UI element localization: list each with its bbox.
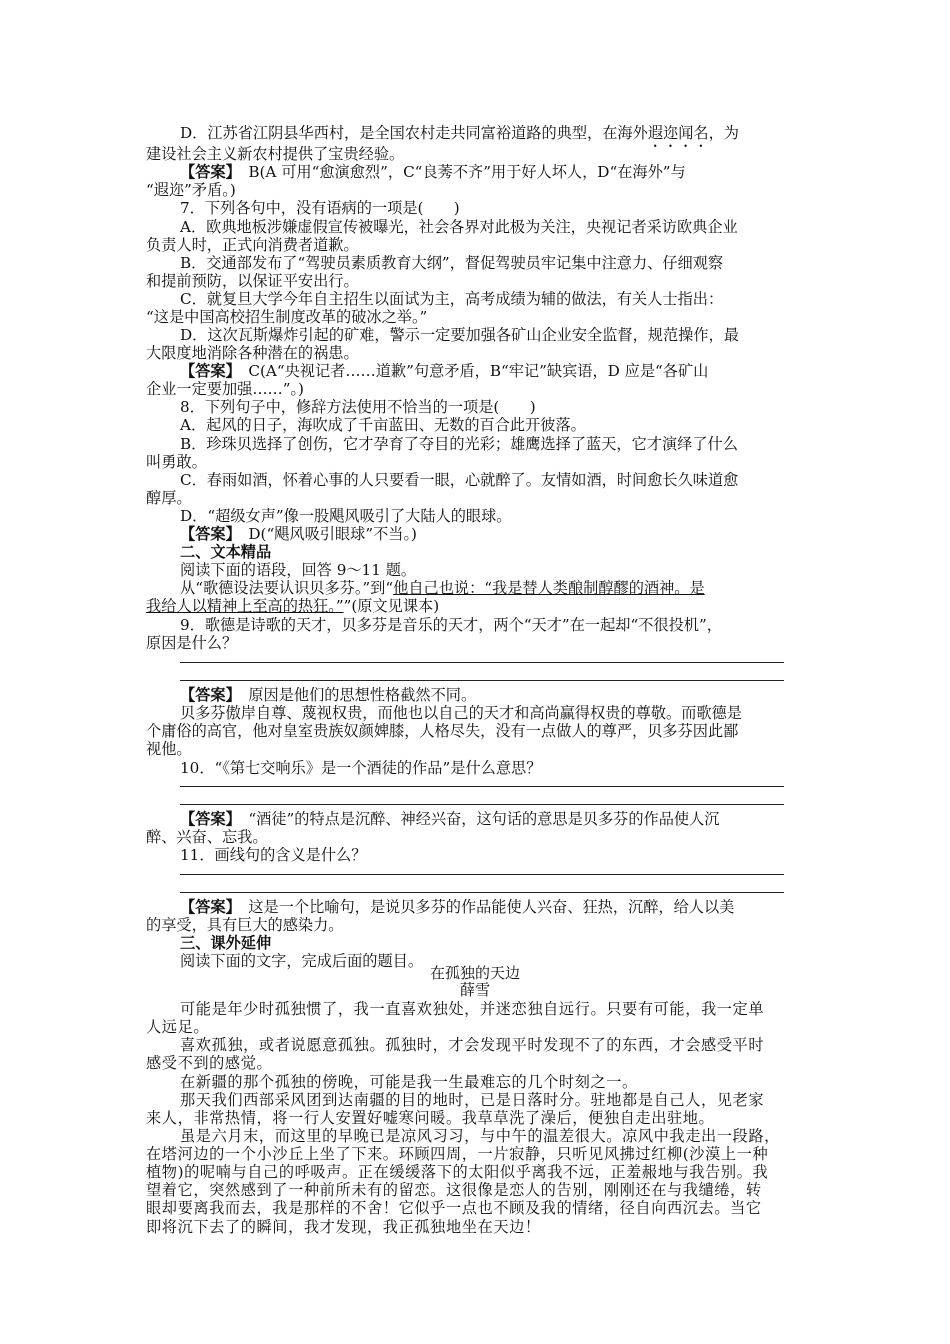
essay-paragraph-2: 喜欢孤独，或者说愿意孤独。孤独时，才会发现平时发现不了的东西，才会感受平时: [180, 1036, 765, 1054]
q11-stem: 11．画线句的含义是什么？: [180, 846, 367, 864]
section-2-intro: 阅读下面的语段，回答 9～11 题。: [180, 561, 417, 579]
answer-blank-line: [180, 662, 784, 663]
answer-8: 【答案】 D(“飓风吸引眼球”不当。): [180, 525, 417, 543]
answer-blank-line: [180, 892, 784, 893]
essay-paragraph-5-line5: 眼却要离我而去，我是那样的不舍！它似乎一点也不顾及我的情绪，径自向西沉去。当它: [146, 1199, 762, 1217]
answer-tag: 【答案】: [180, 898, 234, 916]
q8-option-d: D．“超级女声”像一股飓风吸引了大陆人的眼球。: [180, 507, 512, 525]
essay-paragraph-5-line4: 望着它，突然感到了一种前所未有的留恋。这很像是恋人的告别，刚刚还在与我缱绻，转: [146, 1181, 762, 1199]
answer-6: 【答案】 B(A 可用“愈演愈烈”，C“良莠不齐”用于好人坏人，D“在海外”与: [180, 163, 686, 181]
answer-11: 【答案】 这是一个比喻句，是说贝多芬的作品能使人兴奋、狂热，沉醉，给人以美: [180, 898, 735, 916]
answer-9-line3: 个庸俗的高官，他对皇室贵族奴颜婢膝，人格尽失，没有一点做人的尊严，贝多芬因此鄙: [146, 722, 739, 740]
q7-stem: 7．下列各句中，没有语病的一项是( ): [180, 199, 460, 217]
essay-paragraph-5: 虽是六月末，而这里的早晚已是凉风习习，与中午的温差很大。凉风中我走出一段路，: [180, 1127, 780, 1145]
answer-tag: 【答案】: [180, 362, 234, 380]
q7-option-d: D．这次瓦斯爆炸引起的矿难，警示一定要加强各矿山企业安全监督，规范操作，最: [180, 326, 739, 344]
section-3-intro: 阅读下面的文字，完成后面的题目。: [180, 952, 423, 970]
essay-author: 薛雪: [459, 981, 491, 999]
answer-blank-line: [180, 804, 784, 805]
answer-7-line2: 企业一定要加强……”。): [146, 380, 304, 398]
q7-option-a-line2: 负责人时，正式向消费者道歉。: [146, 236, 359, 254]
answer-10: 【答案】 “酒徒”的特点是沉醉、神经兴奋，这句话的意思是贝多芬的作品使人沉: [180, 810, 720, 828]
essay-paragraph-4: 那天我们西部采风团到达南疆的目的地时，已是日落时分。驻地都是自己人，见老家: [180, 1091, 765, 1109]
essay-paragraph-2-line2: 感受不到的感觉。: [146, 1054, 273, 1072]
answer-tag: 【答案】: [180, 686, 234, 704]
section-2-heading: 二、文本精品: [180, 543, 272, 561]
reference-line1: 从“歌德设法要认识贝多芬。”到“他自己也说：“我是替人类酿制醇醪的酒神。是: [180, 579, 705, 597]
answer-9-line4: 视他。: [146, 740, 192, 758]
q7-option-a: A．欧典地板涉嫌虚假宣传被曝光，社会各界对此极为关注，央视记者采访欧典企业: [180, 218, 738, 236]
q7-option-c: C．就复旦大学今年自主招生以面试为主，高考成绩为辅的做法，有关人士指出：: [180, 290, 724, 308]
emphasized-word: 遐迩闻名: [647, 124, 709, 142]
q7-option-b-line2: 和提前预防，以保证平安出行。: [146, 272, 359, 290]
essay-title: 在孤独的天边: [429, 964, 520, 982]
q10-stem: 10．“《第七交响乐》是一个酒徒的作品”是什么意思？: [180, 759, 542, 777]
answer-10-line2: 醉、兴奋、忘我。: [146, 828, 268, 846]
essay-paragraph-3: 在新疆的那个孤独的傍晚，可能是我一生最难忘的几个时刻之一。: [180, 1073, 638, 1091]
answer-9-line2: 贝多芬傲岸自尊、蔑视权贵，而他也以自己的天才和高尚赢得权贵的尊敬。而歌德是: [180, 704, 742, 722]
essay-paragraph-1-line2: 人远足。: [146, 1018, 210, 1036]
answer-11-line2: 的享受，具有巨大的感染力。: [146, 916, 344, 934]
q9-stem: 9．歌德是诗歌的天才，贝多芬是音乐的天才，两个“天才”在一起却“不很投机”，: [180, 616, 722, 634]
q8-option-c-line2: 醇厚。: [146, 489, 192, 507]
q6-option-d-line2: 建设社会主义新农村提供了宝贵经验。: [146, 145, 405, 163]
q6-option-d-line1: D．江苏省江阴县华西村，是全国农村走共同富裕道路的典型，在海外遐迩闻名，为: [180, 124, 739, 142]
underlined-sentence: 他自己也说：“我是替人类酿制醇醪的酒神。是: [393, 579, 705, 597]
underlined-sentence: 我给人以精神上至高的热狂。”: [146, 597, 344, 615]
essay-paragraph-1: 可能是年少时孤独惯了，我一直喜欢独处，并迷恋独自远行。只要有可能，我一定单: [180, 1000, 765, 1018]
answer-blank-line: [180, 786, 784, 787]
section-3-heading: 三、课外延伸: [180, 934, 272, 952]
q8-option-b-line2: 叫勇敢。: [146, 453, 207, 471]
q7-option-d-line2: 大限度地消除各种潜在的祸患。: [146, 344, 359, 362]
q8-stem: 8．下列句子中，修辞方法使用不恰当的一项是( ): [180, 398, 536, 416]
essay-paragraph-4-line2: 来人，非常热情，将一行人安置好嘘寒问暖。我草草洗了澡后，便独自走出驻地。: [146, 1109, 715, 1127]
answer-7: 【答案】 C(A“央视记者……道歉”句意矛盾，B“牢记”缺宾语，D 应是“各矿山: [180, 362, 709, 380]
answer-blank-line: [180, 874, 784, 875]
q7-option-c-line2: “这是中国高校招生制度改革的破冰之举。”: [146, 308, 428, 326]
answer-blank-line: [180, 680, 784, 681]
q7-option-b: B．交通部发布了“驾驶员素质教育大纲”，督促驾驶员牢记集中注意力、仔细观察: [180, 254, 724, 272]
q8-option-a: A．起风的日子，海吹成了千亩蓝田、无数的百合此开彼落。: [180, 416, 586, 434]
answer-tag: 【答案】: [180, 163, 234, 181]
essay-paragraph-5-line6: 即将沉下去了的瞬间，我才发现，我正孤独地坐在天边！: [146, 1218, 541, 1236]
q9-stem-line2: 原因是什么？: [146, 634, 238, 652]
answer-tag: 【答案】: [180, 525, 234, 543]
q8-option-c: C．春雨如酒，怀着心事的人只要看一眼，心就醉了。友情如酒，时间愈长久味道愈: [180, 471, 739, 489]
answer-tag: 【答案】: [180, 810, 234, 828]
essay-paragraph-5-line2: 在塔河边的一个小沙丘上坐了下来。环顾四周，一片寂静，只听见风拂过红柳(沙漠上一种: [146, 1145, 769, 1163]
essay-paragraph-5-line3: 植物)的呢喃与自己的呼吸声。正在缓缓落下的太阳似乎离我不远，正羞赧地与我告别。我: [146, 1163, 769, 1181]
q8-option-b: B．珍珠贝选择了创伤，它才孕育了夺目的光彩；雄鹰选择了蓝天，它才演绎了什么: [180, 435, 738, 453]
answer-9: 【答案】 原因是他们的思想性格截然不同。: [180, 686, 477, 704]
reference-line2: 我给人以精神上至高的热狂。””(原文见课本): [146, 597, 440, 615]
answer-6-line2: “遐迩”矛盾。): [146, 181, 236, 199]
